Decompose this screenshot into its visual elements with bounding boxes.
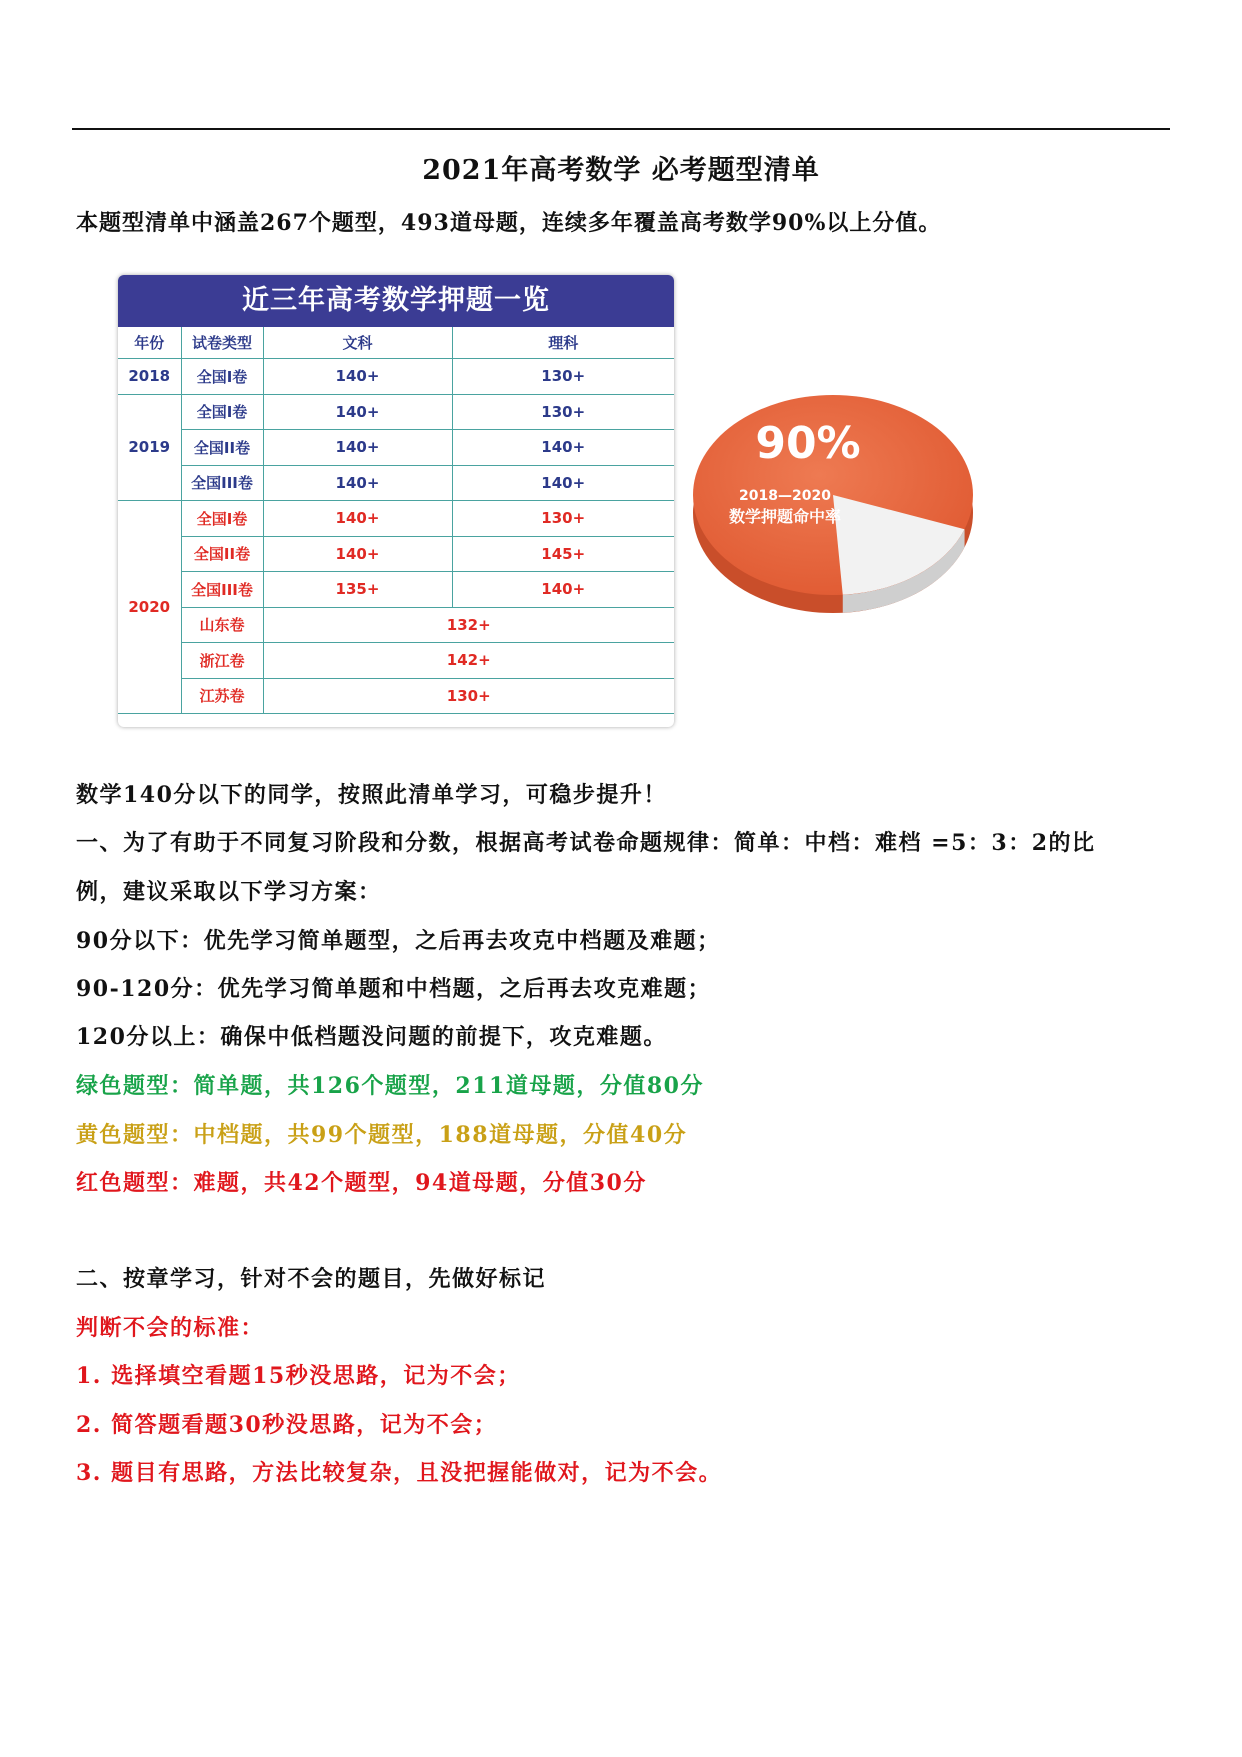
pie-caption: 数学押题命中率 [728, 507, 842, 526]
wen-cell: 140+ [263, 465, 452, 501]
type-cell: 全国III卷 [181, 465, 263, 501]
combined-cell: 142+ [263, 643, 674, 679]
wen-cell: 140+ [263, 394, 452, 430]
type-cell: 全国I卷 [181, 501, 263, 537]
col-header-wen: 文科 [263, 327, 452, 359]
li-cell: 140+ [452, 430, 674, 466]
col-header-li: 理科 [452, 327, 674, 359]
table-heading: 近三年高考数学押题一览 [118, 275, 674, 327]
type-cell: 江苏卷 [181, 678, 263, 714]
type-cell: 全国III卷 [181, 572, 263, 608]
type-cell: 全国II卷 [181, 430, 263, 466]
yellow-type-line: 黄色题型：中档题，共99个题型，188道母题，分值40分 [76, 1122, 688, 1148]
table-row [118, 607, 674, 643]
body-line-2: 一、为了有助于不同复习阶段和分数，根据高考试卷命题规律：简单：中档：难档 =5：3：2的比 [76, 830, 1096, 856]
type-cell: 全国I卷 [181, 394, 263, 430]
combined-cell: 130+ [263, 678, 674, 714]
wen-cell: 140+ [263, 501, 452, 537]
wen-cell: 140+ [263, 536, 452, 572]
criteria-heading: 判断不会的标准： [76, 1315, 265, 1341]
type-cell: 全国I卷 [181, 359, 263, 395]
criteria-item-2: 2. 简答题看题30秒没思路，记为不会； [76, 1412, 498, 1438]
year-cell: 2018 [118, 359, 181, 395]
type-cell: 山东卷 [181, 607, 263, 643]
table-row [118, 536, 674, 572]
red-type-line: 红色题型：难题，共42个题型，94道母题，分值30分 [76, 1170, 647, 1196]
col-header-type: 试卷类型 [181, 327, 263, 359]
exam-table-card [118, 275, 674, 727]
page-title: 2021年高考数学 必考题型清单 [422, 155, 820, 186]
exam-table [118, 327, 674, 714]
criteria-item-3: 3. 题目有思路，方法比较复杂，且没把握能做对，记为不会。 [76, 1460, 723, 1486]
year-cell: 2020 [118, 501, 181, 714]
criteria-item-1: 1. 选择填空看题15秒没思路，记为不会； [76, 1363, 521, 1389]
li-cell: 140+ [452, 572, 674, 608]
table-row [118, 678, 674, 714]
li-cell: 130+ [452, 359, 674, 395]
year-cell: 2019 [118, 394, 181, 501]
table-row [118, 430, 674, 466]
green-type-line: 绿色题型：简单题，共126个题型，211道母题，分值80分 [76, 1073, 704, 1099]
section-two-heading: 二、按章学习，针对不会的题目，先做好标记 [76, 1266, 547, 1292]
intro-text: 本题型清单中涵盖267个题型，493道母题，连续多年覆盖高考数学90%以上分值。 [76, 210, 942, 236]
table-header-row [118, 327, 674, 359]
wen-cell: 140+ [263, 359, 452, 395]
pie-percent-label: 90% [755, 418, 861, 469]
table-row [118, 394, 674, 430]
body-line-1: 数学140分以下的同学，按照此清单学习，可稳步提升！ [76, 782, 667, 808]
li-cell: 130+ [452, 501, 674, 537]
table-row [118, 465, 674, 501]
table-row [118, 501, 674, 537]
col-header-year: 年份 [118, 327, 181, 359]
body-line-4: 90分以下：优先学习简单题型，之后再去攻克中档题及难题； [76, 928, 721, 954]
body-line-6: 120分以上：确保中低档题没问题的前提下，攻克难题。 [76, 1024, 667, 1050]
pie-years-label: 2018—2020 [739, 488, 831, 504]
li-cell: 130+ [452, 394, 674, 430]
table-row [118, 643, 674, 679]
wen-cell: 140+ [263, 430, 452, 466]
li-cell: 145+ [452, 536, 674, 572]
combined-cell: 132+ [263, 607, 674, 643]
type-cell: 浙江卷 [181, 643, 263, 679]
body-line-3: 例，建议采取以下学习方案： [76, 879, 382, 905]
li-cell: 140+ [452, 465, 674, 501]
header-rule [72, 128, 1170, 130]
hit-rate-pie [690, 378, 980, 618]
wen-cell: 135+ [263, 572, 452, 608]
table-row [118, 572, 674, 608]
table-row [118, 359, 674, 395]
type-cell: 全国II卷 [181, 536, 263, 572]
body-line-5: 90-120分：优先学习简单题和中档题，之后再去攻克难题； [76, 976, 712, 1002]
